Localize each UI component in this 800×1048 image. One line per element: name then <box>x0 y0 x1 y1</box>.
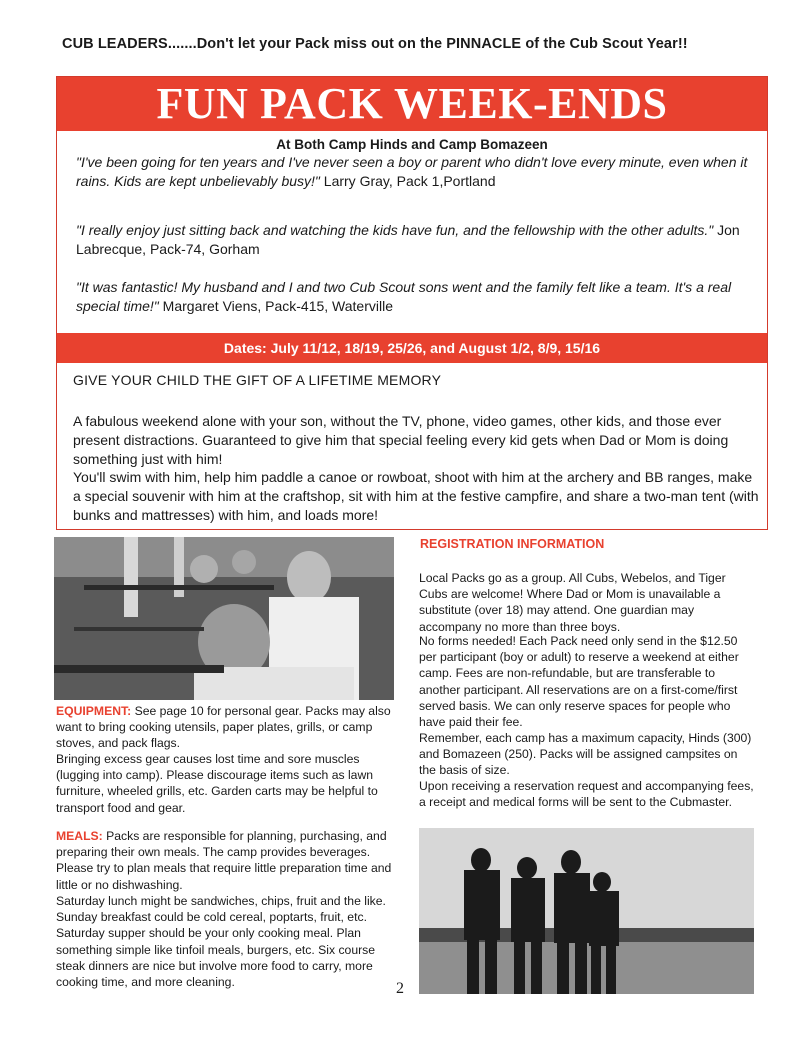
meals-heading: MEALS: <box>56 829 103 843</box>
intro-paragraph: A fabulous weekend alone with your son, without the TV, phone, video games, other kids, and those ever present distractions. Guaranteed to give him that special feeling every kid gets when Dad or Mom is doing something just with him! <box>73 413 729 467</box>
quote-text: "I really enjoy just sitting back and watching the kids have fun, and the fellowship with the other adults." <box>76 222 714 238</box>
registration-paragraph: Local Packs go as a group. All Cubs, Webelos, and Tiger Cubs are welcome! Where Dad or Mom is unavailable a substitute (over 18) may attend. One guardian may accompany no more than three boys. <box>419 571 726 634</box>
shooting-range-photo <box>54 537 394 700</box>
intro-paragraph: You'll swim with him, help him paddle a canoe or rowboat, shoot with him at the archery and BB ranges, make a special souvenir with him at the craftshop, sit with him at the festive campfire, and share a two-man tent (with bunks and mattresses) with him, and loads more! <box>73 469 759 523</box>
equipment-text: See page 10 for personal gear. Packs may also want to bring cooking utensils, paper plates, grills, or camp stoves, and pack flags. <box>56 704 391 751</box>
meals-text: Packs are responsible for planning, purchasing, and preparing their own meals. The camp provides beverages. Please try to plan meals that require little preparation time and little or no dishwashing. <box>56 829 392 892</box>
quote-author: Jon Labrecque, Pack-74, Gorham <box>76 222 740 257</box>
testimonial-quote <box>76 221 756 259</box>
lakeside-silhouette-photo <box>419 828 754 994</box>
quote-text: "I've been going for ten years and I've never seen a boy or parent who didn't love every minute, even when it rains. Kids are kept unbelievably busy!" <box>76 154 748 189</box>
meals-more-text: Saturday lunch might be sandwiches, chips, fruit and the like. Sunday breakfast could be cold cereal, poptarts, fruit, etc. Saturday supper should be your only cooking meal. Plan something simple like tinfoil meals, burgers, etc. Six course steak dinners are nice but involve more food to carry, more cooking time, and more cleaning. <box>56 894 386 990</box>
testimonial-quote <box>76 278 756 316</box>
quote-text: "It was fantastic! My husband and I and two Cub Scout sons went and the family felt like a team. It's a real special time!" <box>76 279 732 314</box>
equipment-more-text: Bringing excess gear causes lost time and sore muscles (lugging into camp). Please discourage items such as lawn furniture, wheeled grills, etc. Garden carts may be helpful to transport food and gear. <box>56 752 378 815</box>
page-title: FUN PACK WEEK-ENDS <box>57 77 767 131</box>
page-number: 2 <box>396 980 404 997</box>
registration-paragraph: No forms needed! Each Pack need only send in the $12.50 per participant (boy or adult) to reserve a weekend at either camp. Fees are non-refundable, but are transferable to another participant. All reservations are on a first-come/first served basis. We can only reserve spaces for people who have paid their fee. <box>419 634 739 730</box>
testimonial-quote <box>76 153 756 191</box>
meals-section <box>56 828 396 893</box>
equipment-heading: EQUIPMENT: <box>56 704 132 718</box>
camps-subheading: At Both Camp Hinds and Camp Bomazeen <box>276 137 548 152</box>
dates-banner: Dates: July 11/12, 18/19, 25/26, and August 1/2, 8/9, 15/16 <box>57 333 767 363</box>
registration-paragraph: Upon receiving a reservation request and accompanying fees, a receipt and medical forms will be sent to the Cubmaster. <box>419 779 754 810</box>
registration-paragraph: Remember, each camp has a maximum capacity, Hinds (300) and Bomazeen (250). Packs will be assigned campsites on the basis of size. <box>419 731 752 778</box>
registration-heading: REGISTRATION INFORMATION <box>420 537 605 551</box>
quote-author: Margaret Viens, Pack-415, Waterville <box>162 298 393 314</box>
quote-author: Larry Gray, Pack 1,Portland <box>323 173 496 189</box>
gift-headline: GIVE YOUR CHILD THE GIFT OF A LIFETIME MEMORY <box>73 372 442 388</box>
top-headline: CUB LEADERS.......Don't let your Pack miss out on the PINNACLE of the Cub Scout Year!! <box>62 36 688 52</box>
equipment-section <box>56 703 396 752</box>
